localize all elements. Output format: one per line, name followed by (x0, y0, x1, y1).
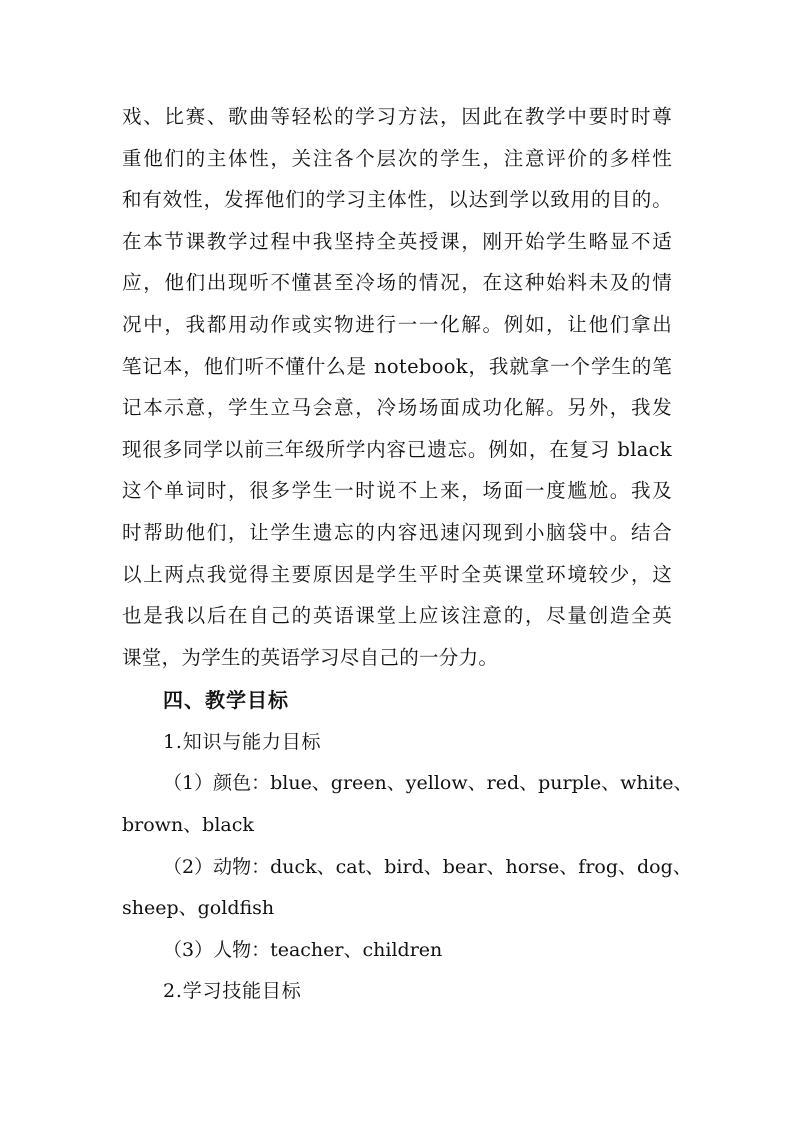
section-heading: 四、教学目标 (163, 688, 289, 712)
paragraph-line: 况中，我都用动作或实物进行一一化解。例如，让他们拿出 (122, 313, 672, 336)
people-list: （3）人物：teacher、children (163, 939, 443, 961)
subsection-title: 2.学习技能目标 (163, 980, 302, 1002)
paragraph-line: 这个单词时，很多学生一时说不上来，场面一度尴尬。我及 (122, 479, 672, 502)
colors-list-continued: brown、black (122, 814, 254, 836)
subsection-title: 1.知识与能力目标 (163, 731, 322, 753)
paragraph-line: 笔记本，他们听不懂什么是 notebook，我就拿一个学生的笔 (122, 355, 672, 378)
animals-list: （2）动物：duck、cat、bird、bear、horse、frog、dog、 (163, 856, 692, 878)
paragraph-line: 以上两点我觉得主要原因是学生平时全英课堂环境较少，这 (122, 563, 672, 586)
colors-list: （1）颜色：blue、green、yellow、red、purple、white、 (163, 772, 693, 794)
paragraph-line: 在本节课教学过程中我坚持全英授课，刚开始学生略显不适 (122, 230, 672, 253)
paragraph-line: 课堂，为学生的英语学习尽自己的一分力。 (122, 646, 499, 669)
paragraph-line: 也是我以后在自己的英语课堂上应该注意的，尽量创造全英 (122, 604, 672, 627)
paragraph-line: 应，他们出现听不懂甚至冷场的情况，在这种始料未及的情 (122, 271, 672, 294)
paragraph-line: 重他们的主体性，关注各个层次的学生，注意评价的多样性 (122, 147, 672, 170)
paragraph-line: 时帮助他们，让学生遗忘的内容迅速闪现到小脑袋中。结合 (122, 521, 672, 544)
animals-list-continued: sheep、goldfish (122, 897, 275, 919)
paragraph-line: 现很多同学以前三年级所学内容已遗忘。例如，在复习 black (122, 438, 672, 461)
paragraph-line: 和有效性，发挥他们的学习主体性，以达到学以致用的目的。 (122, 188, 672, 211)
paragraph-line: 记本示意，学生立马会意，冷场场面成功化解。另外，我发 (122, 396, 672, 419)
paragraph-line: 戏、比赛、歌曲等轻松的学习方法，因此在教学中要时时尊 (122, 105, 672, 128)
